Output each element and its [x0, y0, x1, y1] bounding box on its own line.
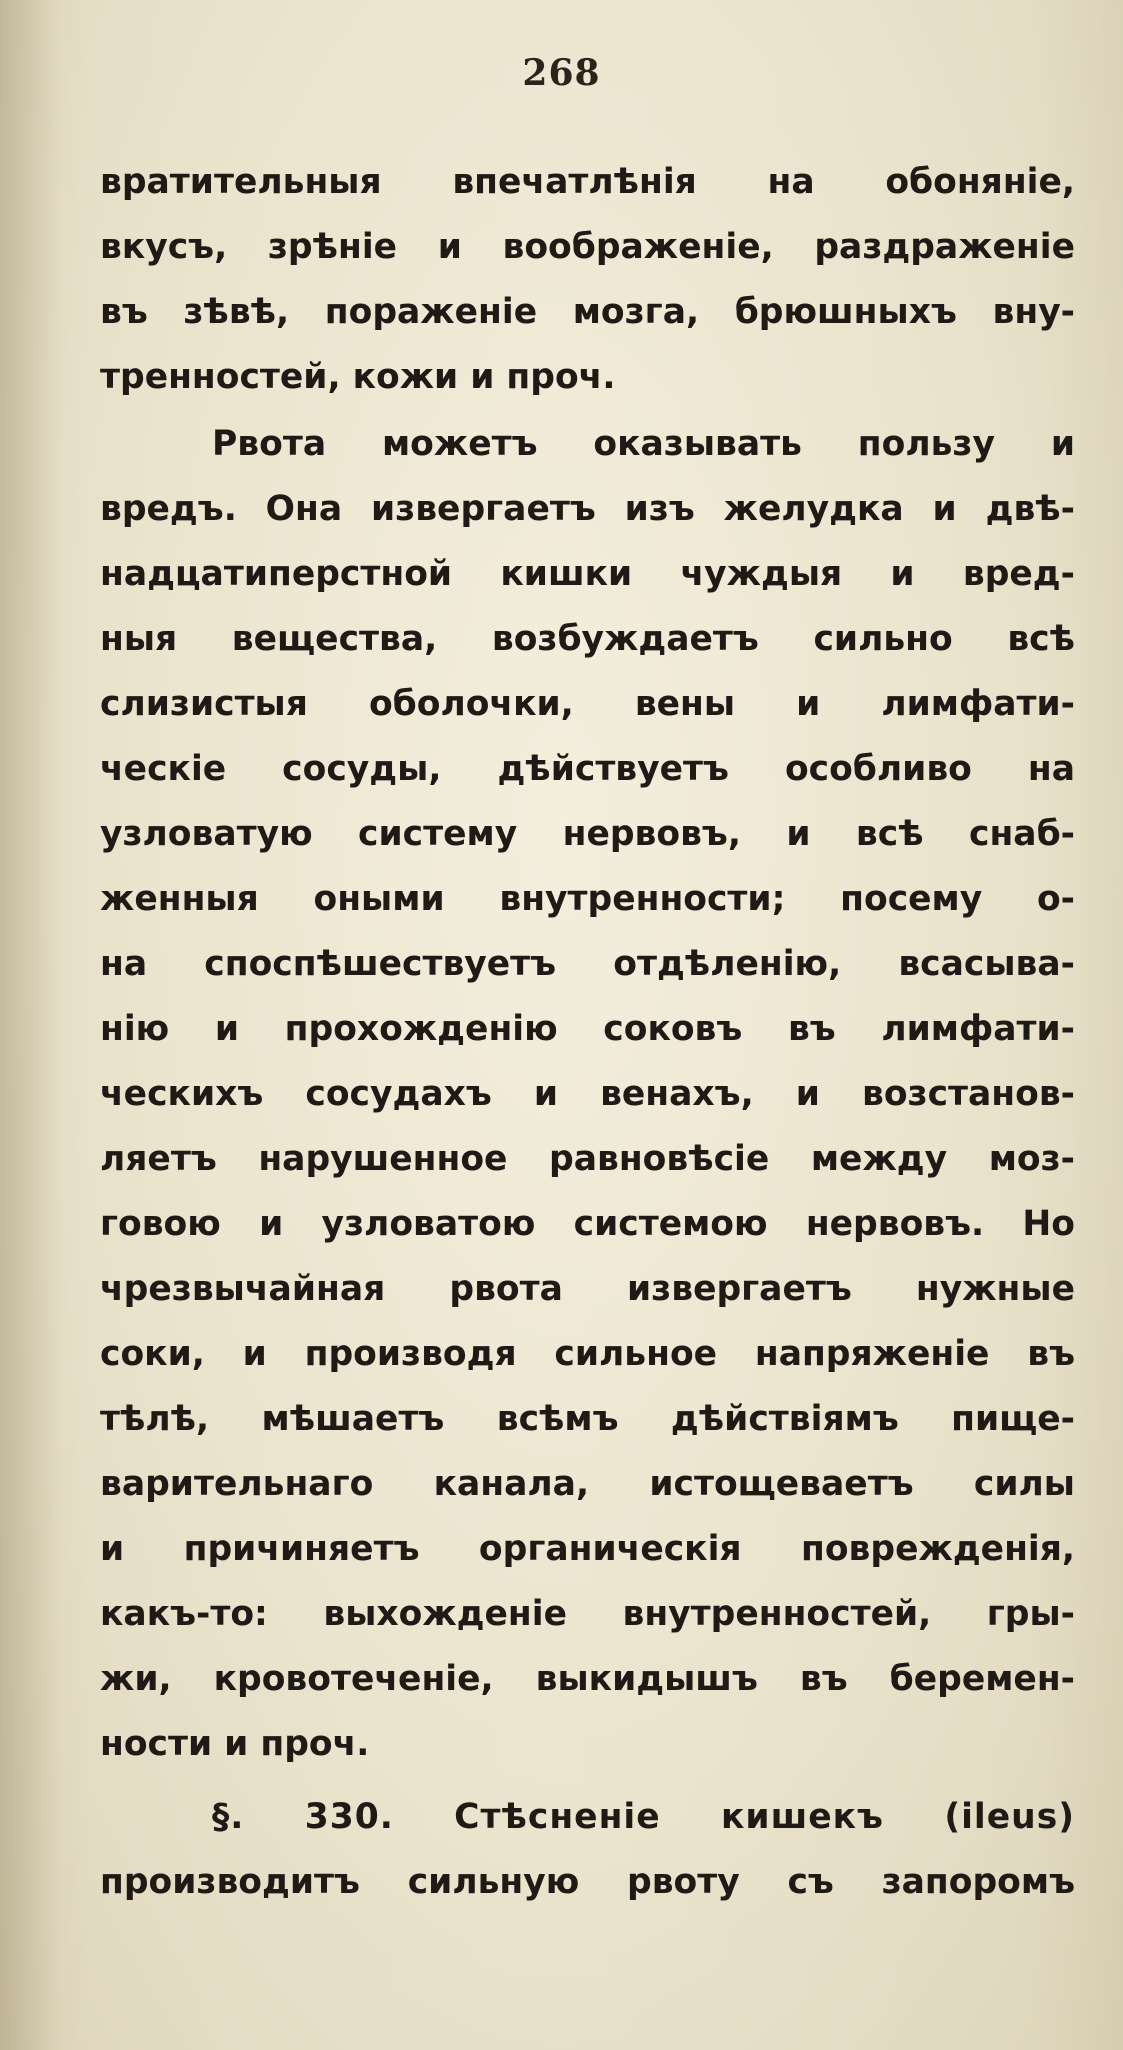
text-line: производитъ сильную рвоту съ запоромъ	[100, 1862, 1075, 1902]
text-line: чрезвычайная рвота извергаетъ нужные	[100, 1269, 1075, 1309]
text-line: ческіе сосуды, дѣйствуетъ особливо на	[100, 749, 1075, 789]
text-line: ности и проч.	[100, 1724, 370, 1764]
text-line: какъ-то: выхожденіе внутренностей, гры-	[100, 1594, 1075, 1634]
text-line: въ зѣвѣ, пораженіе мозга, брюшныхъ вну-	[100, 292, 1075, 332]
text-line: жи, кровотеченіе, выкидышъ въ беремен-	[100, 1659, 1075, 1699]
text-line: слизистыя оболочки, вены и лимфати-	[100, 684, 1075, 724]
text-line: женныя оными внутренности; посему о-	[100, 879, 1075, 919]
text-line: ляетъ нарушенное равновѣсіе между моз-	[100, 1139, 1075, 1179]
text-line: на споспѣшествуетъ отдѣленію, всасыва-	[100, 944, 1075, 984]
paragraph-first-line: Рвота можетъ оказывать пользу и	[212, 424, 1075, 464]
text-line: ныя вещества, возбуждаетъ сильно всѣ	[100, 619, 1075, 659]
binding-shadow	[0, 0, 60, 2050]
text-line: ческихъ сосудахъ и венахъ, и возстанов-	[100, 1074, 1075, 1114]
text-line: вратительныя впечатлѣнія на обоняніе,	[100, 162, 1075, 202]
text-line: варительнаго канала, истощеваетъ силы	[100, 1464, 1075, 1504]
body-text	[100, 150, 1075, 1915]
section-heading-line: §. 330. Стѣсненіе кишекъ (ileus)	[212, 1797, 1075, 1837]
page-number: 268	[522, 52, 601, 94]
text-line: соки, и производя сильное напряженіе въ	[100, 1334, 1075, 1374]
text-line: говою и узловатою системою нервовъ. Но	[100, 1204, 1075, 1244]
text-line: надцатиперстной кишки чуждыя и вред-	[100, 554, 1075, 594]
text-line: вредъ. Она извергаетъ изъ желудка и двѣ-	[100, 489, 1075, 529]
text-line: и причиняетъ органическія поврежденія,	[100, 1529, 1075, 1569]
text-line: вкусъ, зрѣніе и воображеніе, раздраженіе	[100, 227, 1075, 267]
text-line: тѣлѣ, мѣшаетъ всѣмъ дѣйствіямъ пище-	[100, 1399, 1075, 1439]
text-line: тренностей, кожи и проч.	[100, 357, 616, 397]
text-line: узловатую систему нервовъ, и всѣ снаб-	[100, 814, 1075, 854]
text-line: нію и прохожденію соковъ въ лимфати-	[100, 1009, 1075, 1049]
